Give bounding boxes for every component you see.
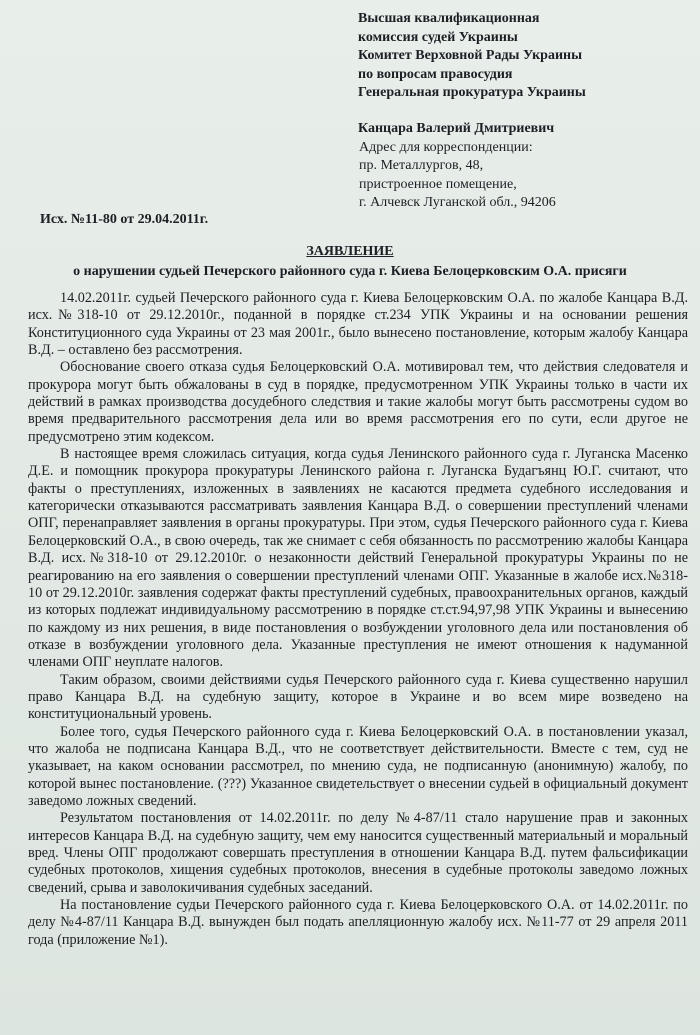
sender-address-line: пристроенное помещение, <box>359 176 517 192</box>
addressee-block <box>358 10 688 103</box>
body-paragraph: Результатом постановления от 14.02.2011г. по делу №4-87/11 стало нарушение прав и законных интересов Канцара В.Д. на судебную защиту, чем ему наносится существенный материальный и моральный вред. Члены ОПГ продолжают совершать преступления в отношении Канцара В.Д. путем фальсификации судебных протоколов, хищения судебных протоколов, внесения в судебные протоколы заведомо ложных сведений, срыва и заволокичивания судебных заседаний. <box>28 810 688 896</box>
outgoing-reference: Исх. №11-80 от 29.04.2011г. <box>40 212 209 227</box>
document-title: ЗАЯВЛЕНИЕ <box>306 244 394 259</box>
sender-block <box>358 120 688 213</box>
body-paragraph: На постановление судьи Печерского районного суда г. Киева Белоцерковского О.А. от 14.02.2011г. по делу №4-87/11 Канцара В.Д. вынужден был подать апелляционную жалобу исх. №11-77 от 29 апреля 2011 года (приложение №1). <box>28 897 688 948</box>
sender-name: Канцара Валерий Дмитриевич <box>358 121 555 136</box>
addressee-line: Высшая квалификационная <box>358 11 540 26</box>
body-paragraph: В настоящее время сложилась ситуация, когда судья Ленинского районного суда г. Луганска Масенко Д.Е. и помощник прокурора прокуратуры Ленинского района г. Луганска Будагъянц Ю.Г. считают, что факты о преступлениях, изложенных в заявлениях не касаются предмета судебного исследования и категорически отказываются рассматривать заявления Канцара В.Д. о совершении преступлений членами ОПГ, перенаправляет заявления в органы прокуратуры. При этом, судья Печерского районного суда г. Киева Белоцерковский О.А., в свою очередь, так же снимает с себя обязанность по рассмотрению жалобы Канцара В.Д. исх.№318-10 от 29.12.2010г. о незаконности действий Генеральной прокуратуры Украины по не реагированию на его заявления о совершении преступлений членами ОПГ. Указанные в жалобе исх.№318-10 от 29.12.2010г. заявления содержат факты преступлений судебных, правоохранительных органов, каждый из которых подлежат индивидуальному рассмотрению в порядке ст.ст.94,97,98 УПК Украины и вынесению по каждому из них решения, в виде постановления о возбуждении уголовного дела или постановления об отказе в возбуждении уголовного дела. Указанные преступления не имеют отношения к надуманной членами ОПГ неуплате налогов. <box>28 446 688 671</box>
sender-address-line: г. Алчевск Луганской обл., 94206 <box>359 195 556 211</box>
addressee-line: по вопросам правосудия <box>358 66 513 82</box>
addressee-line: Комитет Верховной Рады Украины <box>358 48 583 64</box>
document-subtitle: о нарушении судьей Печерского районного суда г. Киева Белоцерковским О.А. присяги <box>73 264 627 279</box>
sender-address-line: пр. Металлургов, 48, <box>359 158 484 174</box>
body-paragraph: Таким образом, своими действиями судья Печерского районного суда г. Киева существенно нарушил право Канцара В.Д. на судебную защиту, которое в Украине и во всем мире возведено на конституциональный уровень. <box>28 671 688 723</box>
body-paragraph: Более того, судья Печерского районного суда г. Киева Белоцерковский О.А. в постановлении указал, что жалоба не подписана Канцара В.Д., что не соответствует действительности. Вместе с тем, суд не указывает, на каком основании рассмотрел, по мнению суда, не подписанную (анонимную) жалобу, по которой вынес постановление. (???) Указанное свидетельствует о внесении судьей в официальный документ заведомо ложных сведений. <box>28 723 688 809</box>
addressee-line: комиссия судей Украины <box>358 29 518 45</box>
body-paragraph: Обоснование своего отказа судья Белоцерковский О.А. мотивировал тем, что действия следователя и прокурора могут быть обжалованы в суд в порядке, предусмотренном УПК Украины только в части их действий в рамках производства досудебного следствия и такие жалобы могут быть рассмотрены судом во время предварительного рассмотрения дела или во время рассмотрения его по сути, если другое не предусмотрено этим кодексом. <box>28 359 688 445</box>
sender-address-line: Адрес для корреспонденции: <box>359 139 533 155</box>
addressee-line: Генеральная прокуратура Украины <box>358 85 586 101</box>
body-paragraph: 14.02.2011г. судьей Печерского районного суда г. Киева Белоцерковским О.А. по жалобе Канцара В.Д. исх.№318-10 от 29.12.2010г., поданной в порядке ст.234 УПК Украины и на основании решения Конституционного суда Украины от 23 мая 2001г., было вынесено постановление, которым жалобу Канцара В.Д. – оставлено без рассмотрения. <box>28 290 688 359</box>
document-body <box>28 290 688 949</box>
